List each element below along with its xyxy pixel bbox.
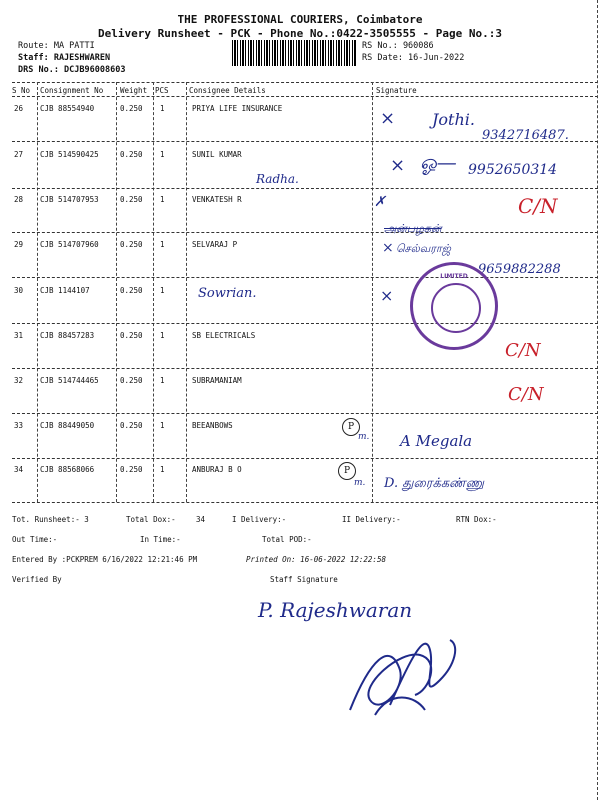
- row-consignment: CJB 514707960: [40, 240, 99, 249]
- m-mark: m.: [358, 432, 370, 442]
- row-consignment: CJB 514707953: [40, 195, 99, 204]
- row-sno: 29: [14, 240, 24, 249]
- row-consignment: CJB 1144107: [40, 286, 90, 295]
- row-pcs: 1: [160, 150, 165, 159]
- signature-tamil: செல்வராஜ்: [396, 242, 451, 255]
- barcode: [232, 40, 356, 66]
- divider: [12, 277, 598, 278]
- table-header: [0, 86, 600, 102]
- ii-delivery-label: II Delivery:-: [342, 515, 401, 524]
- signature-radha: Radha.: [256, 172, 299, 186]
- signature-megala: A Megala: [400, 432, 473, 450]
- drs-label: DRS No.: DCJB96008603: [18, 65, 126, 75]
- row-consignee: VENKATESH R: [192, 195, 242, 204]
- staff-signature-label: Staff Signature: [270, 575, 338, 584]
- scribble-mark: ✗: [374, 194, 386, 210]
- divider: [12, 458, 598, 459]
- table-row: [0, 465, 600, 481]
- row-weight: 0.250: [120, 240, 143, 249]
- row-consignment: CJB 88449050: [40, 421, 95, 430]
- cross-mark: ×: [390, 155, 406, 176]
- runsheet-subtitle: Delivery Runsheet - PCK - Phone No.:0422-3505555 - Page No.:3: [98, 27, 502, 40]
- total-pod-label: Total POD:-: [262, 535, 312, 544]
- row-weight: 0.250: [120, 104, 143, 113]
- company-seal: [410, 262, 498, 350]
- phone-handwritten: 9659882288: [478, 262, 561, 277]
- table-row: [0, 286, 600, 302]
- divider: [12, 368, 598, 369]
- row-weight: 0.250: [120, 331, 143, 340]
- row-weight: 0.250: [120, 195, 143, 204]
- row-weight: 0.250: [120, 286, 143, 295]
- company-title: THE PROFESSIONAL COURIERS, Coimbatore: [177, 13, 423, 26]
- row-weight: 0.250: [120, 376, 143, 385]
- row-consignee: SUNIL KUMAR: [192, 150, 242, 159]
- phone-handwritten: 9342716487.: [482, 128, 569, 143]
- divider: [12, 502, 598, 503]
- table-row: [0, 195, 600, 211]
- large-signature-scribble: [330, 620, 480, 730]
- cross-mark: ×: [380, 108, 396, 129]
- m-mark: m.: [354, 478, 366, 488]
- divider: [12, 413, 598, 414]
- row-consignment: CJB 514590425: [40, 150, 99, 159]
- p-circle-mark: P: [338, 462, 356, 480]
- handwritten-name: Sowrian.: [198, 286, 257, 301]
- row-pcs: 1: [160, 331, 165, 340]
- struck-name: அன்பழகன்: [384, 222, 442, 235]
- rs-date: RS Date: 16-Jun-2022: [362, 53, 465, 63]
- entered-by: Entered By :PCKPREM 6/16/2022 12:21:46 PM: [12, 555, 198, 564]
- row-sno: 30: [14, 286, 24, 295]
- row-weight: 0.250: [120, 150, 143, 159]
- cross-mark: ×: [382, 240, 394, 256]
- col-consignee: Consignee Details: [189, 86, 266, 95]
- signature-stroke: [350, 640, 455, 715]
- table-row: [0, 104, 600, 120]
- row-sno: 27: [14, 150, 24, 159]
- row-weight: 0.250: [120, 465, 143, 474]
- seal-inner-ring: [431, 283, 481, 333]
- row-consignment: CJB 514744465: [40, 376, 99, 385]
- row-pcs: 1: [160, 104, 165, 113]
- row-consignment: CJB 88568066: [40, 465, 95, 474]
- cn-mark: C/N: [508, 384, 544, 405]
- out-time-label: Out Time:-: [12, 535, 58, 544]
- row-pcs: 1: [160, 421, 165, 430]
- total-dox-label: Total Dox:-: [126, 515, 176, 524]
- row-consignment: CJB 88554940: [40, 104, 95, 113]
- total-dox-value: 34: [196, 515, 206, 524]
- rtn-dox-label: RTN Dox:-: [456, 515, 497, 524]
- row-weight: 0.250: [120, 421, 143, 430]
- cross-mark: ×: [380, 286, 394, 305]
- page-edge-line: [597, 0, 598, 800]
- verified-by-label: Verified By: [12, 575, 62, 584]
- phone-handwritten: 9952650314: [468, 162, 558, 178]
- printed-on: Printed On: 16-06-2022 12:22:58: [246, 555, 386, 564]
- row-sno: 31: [14, 331, 24, 340]
- row-consignee: PRIYA LIFE INSURANCE: [192, 104, 283, 113]
- row-pcs: 1: [160, 376, 165, 385]
- row-pcs: 1: [160, 465, 165, 474]
- row-consignee: SB ELECTRICALS: [192, 331, 256, 340]
- signature-jothi: Jothi.: [432, 110, 475, 129]
- divider: [12, 188, 598, 189]
- rs-number: RS No.: 960086: [362, 41, 434, 51]
- row-pcs: 1: [160, 195, 165, 204]
- table-row: [0, 240, 600, 256]
- seal-text: LIMITED: [440, 273, 468, 280]
- staff-signature: P. Rajeshwaran: [258, 598, 413, 622]
- col-sno: S No: [12, 86, 31, 95]
- divider: [12, 232, 598, 233]
- row-sno: 26: [14, 104, 24, 113]
- col-pcs: PCS: [155, 86, 169, 95]
- row-consignee: SELVARAJ P: [192, 240, 238, 249]
- row-consignment: CJB 88457283: [40, 331, 95, 340]
- staff-label: Staff: RAJESHWAREN: [18, 53, 111, 63]
- row-sno: 32: [14, 376, 24, 385]
- p-circle-mark: P: [342, 418, 360, 436]
- cn-mark: C/N: [505, 340, 541, 361]
- row-sno: 34: [14, 465, 24, 474]
- row-sno: 33: [14, 421, 24, 430]
- col-consignment: Consignment No: [40, 86, 104, 95]
- signature-tamil: D. துரைக்கண்ணு: [384, 476, 484, 491]
- row-pcs: 1: [160, 286, 165, 295]
- col-signature: Signature: [376, 86, 417, 95]
- route-label: Route: MA PATTI: [18, 41, 95, 51]
- divider: [12, 96, 598, 97]
- total-runsheet: Tot. Runsheet:- 3: [12, 515, 89, 524]
- row-sno: 28: [14, 195, 24, 204]
- row-consignee: ANBURAJ B O: [192, 465, 242, 474]
- row-consignee: BEEANBOWS: [192, 421, 233, 430]
- signature-scribble: ஓ—: [420, 150, 457, 174]
- in-time-label: In Time:-: [140, 535, 181, 544]
- i-delivery-label: I Delivery:-: [232, 515, 287, 524]
- col-weight: Weight: [120, 86, 148, 95]
- divider: [12, 323, 598, 324]
- row-consignee: SUBRAMANIAM: [192, 376, 242, 385]
- cn-mark: C/N: [518, 194, 558, 218]
- table-row: [0, 421, 600, 437]
- divider: [12, 82, 598, 83]
- row-pcs: 1: [160, 240, 165, 249]
